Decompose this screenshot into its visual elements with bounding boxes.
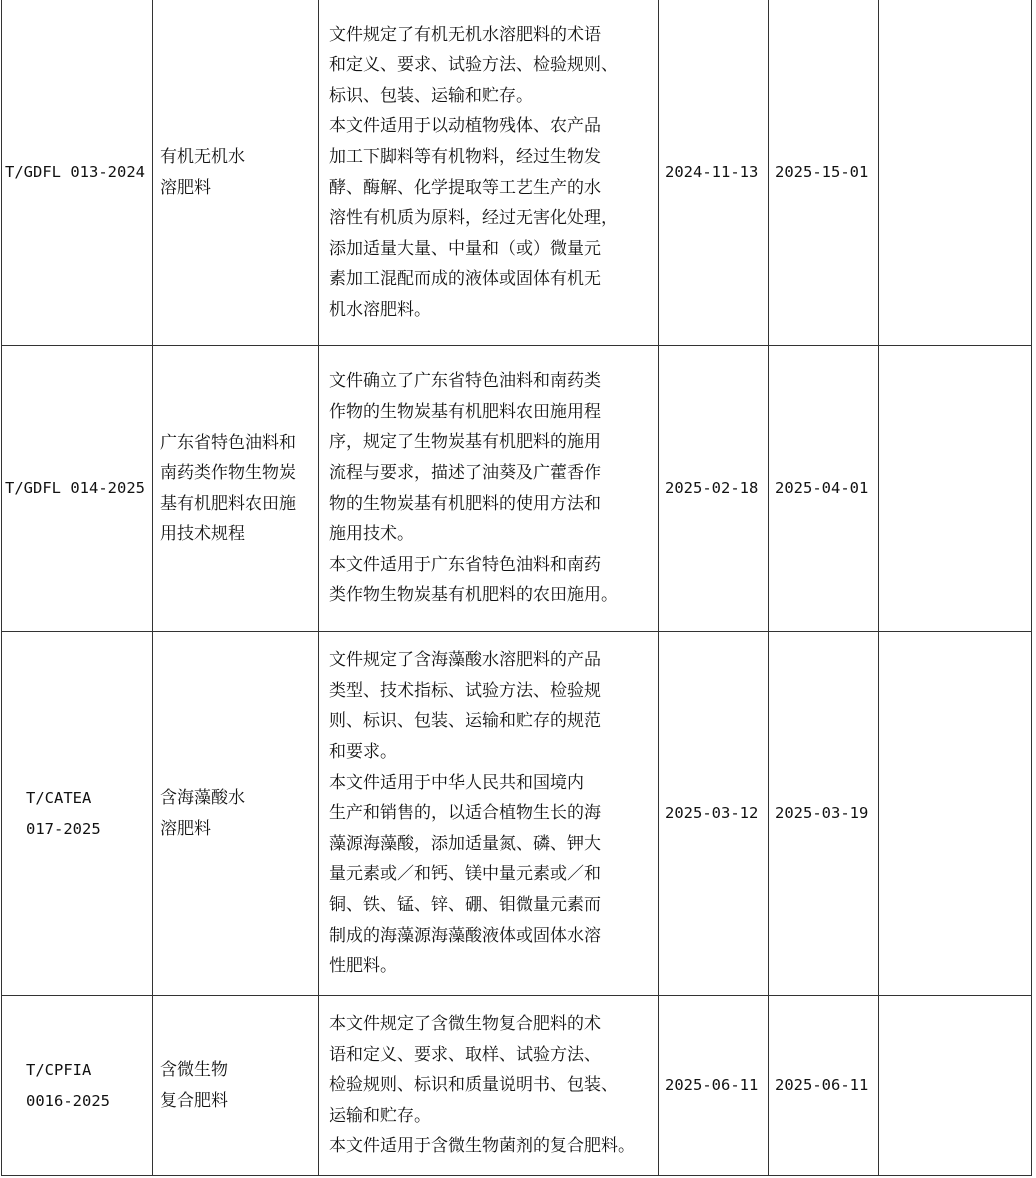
description-line: 作物的生物炭基有机肥料农田施用程 [329,401,601,422]
description-line: 类型、技术指标、试验方法、检验规 [329,680,601,701]
release-date: 2025-03-12 [665,804,759,823]
table-row [2,0,1032,346]
standard-description-cell [319,996,659,1176]
standard-name-line: 用技术规程 [160,524,245,544]
description-line: 酵、酶解、化学提取等工艺生产的水 [329,177,601,198]
implement-date: 2025-06-11 [775,1076,869,1095]
standard-description-cell [319,346,659,632]
table-row [2,346,1032,632]
standard-name-line: 溶肥料 [160,177,211,198]
description-line: 文件确立了广东省特色油料和南药类 [329,371,601,392]
description-line: 铜、铁、锰、锌、硼、钼微量元素而 [329,894,601,915]
description-line: 文件规定了有机无机水溶肥料的术语 [329,24,601,45]
notes-cell [879,346,1032,632]
standard-name-cell [153,0,319,346]
release-date-cell [659,346,769,632]
notes-cell [879,996,1032,1176]
implement-date-cell [769,996,879,1176]
description-line: 语和定义、要求、取样、试验方法、 [329,1044,601,1065]
description-line: 机水溶肥料。 [329,299,431,320]
standard-name-line: 基有机肥料农田施 [160,493,296,514]
table-row [2,632,1032,996]
description-line: 和定义、要求、试验方法、检验规则、 [329,55,618,76]
description-line: 本文件适用于中华人民共和国境内 [329,772,584,793]
description-line: 性肥料。 [329,956,397,977]
description-line: 添加适量大量、中量和（或）微量元 [329,238,601,259]
notes-cell [879,632,1032,996]
description-line: 标识、包装、运输和贮存。 [329,85,533,106]
release-date-cell [659,632,769,996]
standards-table [1,0,1032,1176]
description-line: 素加工混配而成的液体或固体有机无 [329,269,601,290]
standard-name-line: 有机无机水 [160,147,245,167]
implement-date-cell [769,346,879,632]
description-line: 本文件适用于以动植物残体、农产品 [329,116,601,137]
standard-name-line: 溶肥料 [160,818,211,839]
implement-date: 2025-03-19 [775,804,869,823]
implement-date-cell [769,632,879,996]
description-line: 制成的海藻源海藻酸液体或固体水溶 [329,925,601,946]
standard-code-cell [2,632,153,996]
release-date: 2025-06-11 [665,1076,759,1095]
standard-code-line: T/CPFIA [26,1061,92,1079]
standard-code: T/GDFL 013-2024 [5,163,145,182]
standard-code-cell [2,0,153,346]
standard-code-cell [2,996,153,1176]
description-line: 检验规则、标识和质量说明书、包装、 [329,1075,618,1096]
standard-name-cell [153,632,319,996]
standard-description-cell [319,632,659,996]
description-line: 文件规定了含海藻酸水溶肥料的产品 [329,650,601,671]
standard-name-line: 广东省特色油料和 [160,432,296,453]
implement-date: 2025-15-01 [775,163,869,182]
standard-code-line: T/CATEA [26,789,92,807]
release-date-cell [659,996,769,1176]
description-line: 运输和贮存。 [329,1105,431,1126]
release-date: 2025-02-18 [665,479,759,498]
description-line: 量元素或／和钙、镁中量元素或／和 [329,864,601,885]
description-line: 和要求。 [329,742,397,763]
standard-description-cell [319,0,659,346]
standard-code-line: 017-2025 [26,819,101,838]
description-line: 生产和销售的，以适合植物生长的海 [329,803,601,824]
description-line: 藻源海藻酸，添加适量氮、磷、钾大 [329,833,601,854]
standard-name-line: 南药类作物生物炭 [160,463,296,483]
standard-name-line: 复合肥料 [160,1090,228,1111]
implement-date-cell [769,0,879,346]
description-line: 流程与要求，描述了油葵及广藿香作 [329,462,601,483]
description-line: 物的生物炭基有机肥料的使用方法和 [329,493,601,514]
release-date-cell [659,0,769,346]
standard-code-line: 0016-2025 [26,1091,110,1110]
description-line: 序，规定了生物炭基有机肥料的施用 [329,432,601,453]
description-line: 施用技术。 [329,524,414,545]
description-line: 则、标识、包装、运输和贮存的规范 [329,711,601,732]
description-line: 加工下脚料等有机物料，经过生物发 [329,146,601,167]
description-line: 本文件适用于含微生物菌剂的复合肥料。 [329,1136,635,1157]
table-row [2,996,1032,1176]
standard-name-cell [153,346,319,632]
standard-name-line: 含海藻酸水 [160,788,245,808]
standard-name-line: 含微生物 [160,1060,228,1080]
description-line: 类作物生物炭基有机肥料的农田施用。 [329,585,618,606]
release-date: 2024-11-13 [665,163,759,182]
description-line: 本文件规定了含微生物复合肥料的术 [329,1014,601,1035]
standard-code: T/GDFL 014-2025 [5,479,145,498]
standard-name-cell [153,996,319,1176]
description-line: 本文件适用于广东省特色油料和南药 [329,554,601,575]
implement-date: 2025-04-01 [775,479,869,498]
notes-cell [879,0,1032,346]
description-line: 溶性有机质为原料，经过无害化处理， [329,208,618,229]
standard-code-cell [2,346,153,632]
